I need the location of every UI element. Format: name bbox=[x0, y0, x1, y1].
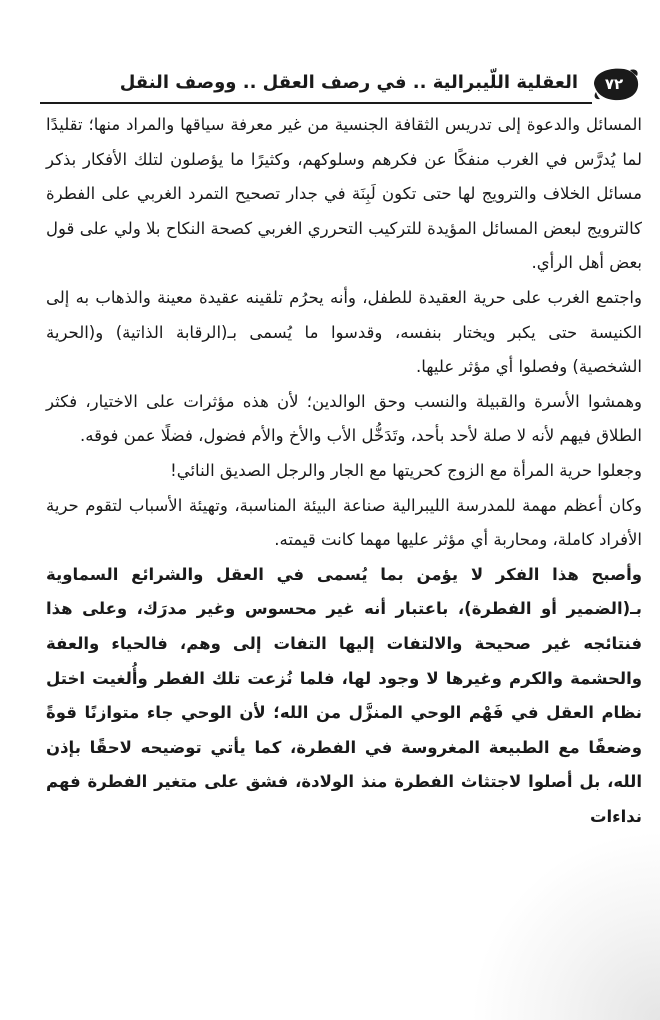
paragraph: وأصبح هذا الفكر لا يؤمن بما يُسمى في العقل والشرائع السماوية بـ(الضمير أو الفطرة)، باعتبار أنه غير محسوس وغير مدرَك، وعلى هذا فنتائجه غير صحيحة والالتفات إليها التفات إلى وهم، فالحياء والعفة والحشمة والكرم وغيرها لا وجود لها، فلما نُزعت تلك الفطر وأُلغيت اختل نظام العقل في فَهْم الوحي المنزَّل من الله؛ لأن الوحي جاء متوازنًا قوةً وضعفًا مع الطبيعة المغروسة في الفطرة، كما يأتي توضيحه لاحقًا بإذن الله، بل أصلوا لاجتثاث الفطرة منذ الولادة، فشق على متغير الفطرة فهم نداءات bbox=[46, 564, 642, 826]
paragraph: وجعلوا حرية المرأة مع الزوج كحريتها مع الجار والرجل الصديق النائي! bbox=[170, 460, 642, 480]
paragraph: وكان أعظم مهمة للمدرسة الليبرالية صناعة البيئة المناسبة، وتهيئة الأسباب لتقوم حرية الأفراد كاملة، ومحاربة أي مؤثر عليها مهما كانت قيمته. bbox=[46, 495, 642, 550]
paragraph: المسائل والدعوة إلى تدريس الثقافة الجنسية من غير معرفة سياقها والمراد منها؛ تقليدًا لما يُدرَّس في الغرب منفكًا عن فكرهم وسلوكهم، وكثيرًا ما يؤصلون لتلك الأفكار بذكر مسائل الخلاف والترويج لها حتى تكون لَبِنَة في جدار تصحيح التمرد الغربي على الفطرة كالترويج لبعض المسائل المؤيدة للتركيب التحرري الغربي كصحة النكاح بلا ولي على قول بعض أهل الرأي. bbox=[46, 115, 642, 273]
paragraph: واجتمع الغرب على حرية العقيدة للطفل، وأنه يحرُم تلقينه عقيدة معينة والذهاب به إلى الكنيسة حتى يكبر ويختار بنفسه، وقدسوا ما يُسمى بـ(الرقابة الذاتية) و(الحرية الشخصية) وفصلوا أي مؤثر عليها. bbox=[46, 287, 642, 377]
page-number: ٧٢ bbox=[604, 75, 624, 93]
paragraph: وهمشوا الأسرة والقبيلة والنسب وحق الوالدين؛ لأن هذه مؤثرات على الاختيار، فكثر الطلاق فيهم لأنه لا صلة لأحد بأحد، وتَدَخُّل الأب والأخ والأم فضول، فضلًا عمن فوقه. bbox=[46, 391, 642, 446]
page-header bbox=[40, 64, 640, 108]
header-divider bbox=[40, 102, 592, 104]
running-header-title: العقلية اللّيبرالية .. في رصف العقل .. ووصف النقل bbox=[119, 72, 578, 93]
page-corner-texture bbox=[470, 830, 660, 1020]
body-text bbox=[46, 108, 642, 834]
